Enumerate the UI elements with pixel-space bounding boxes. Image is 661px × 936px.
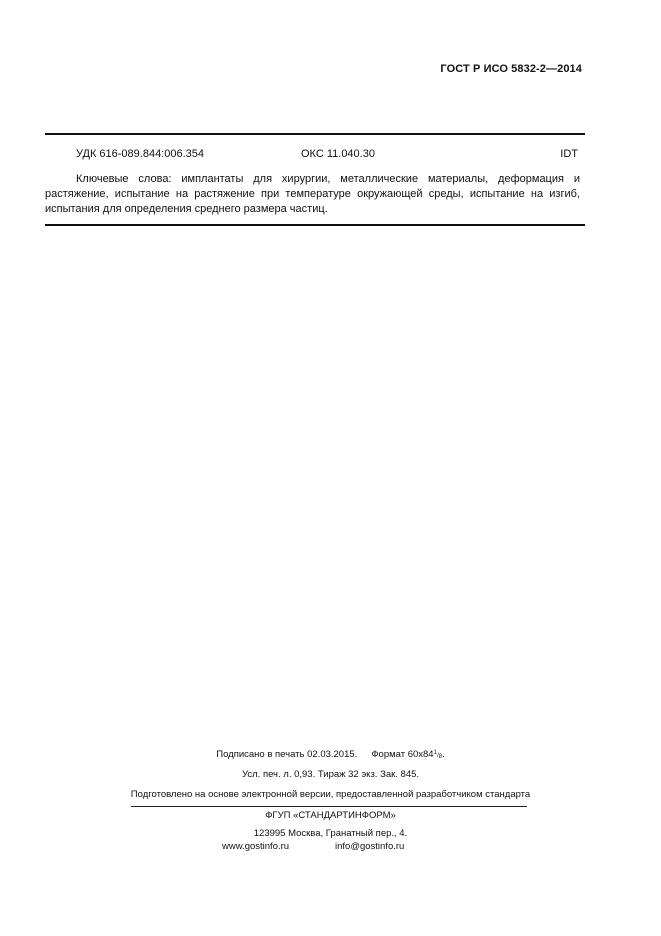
standard-designation: ГОСТ Р ИСО 5832-2—2014	[440, 63, 582, 75]
oks-code: ОКС 11.040.30	[301, 148, 375, 160]
top-divider	[45, 133, 585, 135]
udk-code: УДК 616-089.844:006.354	[76, 148, 205, 160]
format-denominator: 8	[438, 754, 443, 760]
signed-date: Подписано в печать 02.03.2015.	[216, 749, 358, 760]
imprint-divider	[131, 806, 527, 807]
publisher-address: 123995 Москва, Гранатный пер., 4.	[253, 828, 408, 839]
email-link[interactable]: info@gostinfo.ru	[335, 841, 405, 852]
bottom-divider	[45, 224, 585, 226]
print-sheets-line: Усл. печ. л. 0,93. Тираж 32 экз. Зак. 845.	[241, 769, 420, 780]
classification-row	[76, 148, 578, 162]
publisher-name: ФГУП «СТАНДАРТИНФОРМ»	[265, 810, 396, 821]
format-end: .	[442, 749, 445, 760]
website-link[interactable]: www.gostinfo.ru	[222, 841, 290, 852]
format-fraction: $^1/_8$	[433, 750, 443, 760]
equivalence-degree: IDT	[560, 148, 578, 160]
format-numerator: 1	[433, 750, 437, 756]
publisher-contacts	[222, 841, 412, 854]
signed-to-print-line	[0, 749, 661, 760]
keywords-paragraph: Ключевые слова: имплантаты для хирургии, металлические материалы, деформация и растяжение, испытание на растяжение при температуре окружающей среды, испытание на изгиб, испытания для определения среднего размера частиц.	[45, 173, 580, 215]
prepared-note: Подготовлено на основе электронной версии, предоставленной разработчиком стандарта	[130, 789, 531, 800]
format-label: Формат 60x84	[371, 749, 434, 760]
